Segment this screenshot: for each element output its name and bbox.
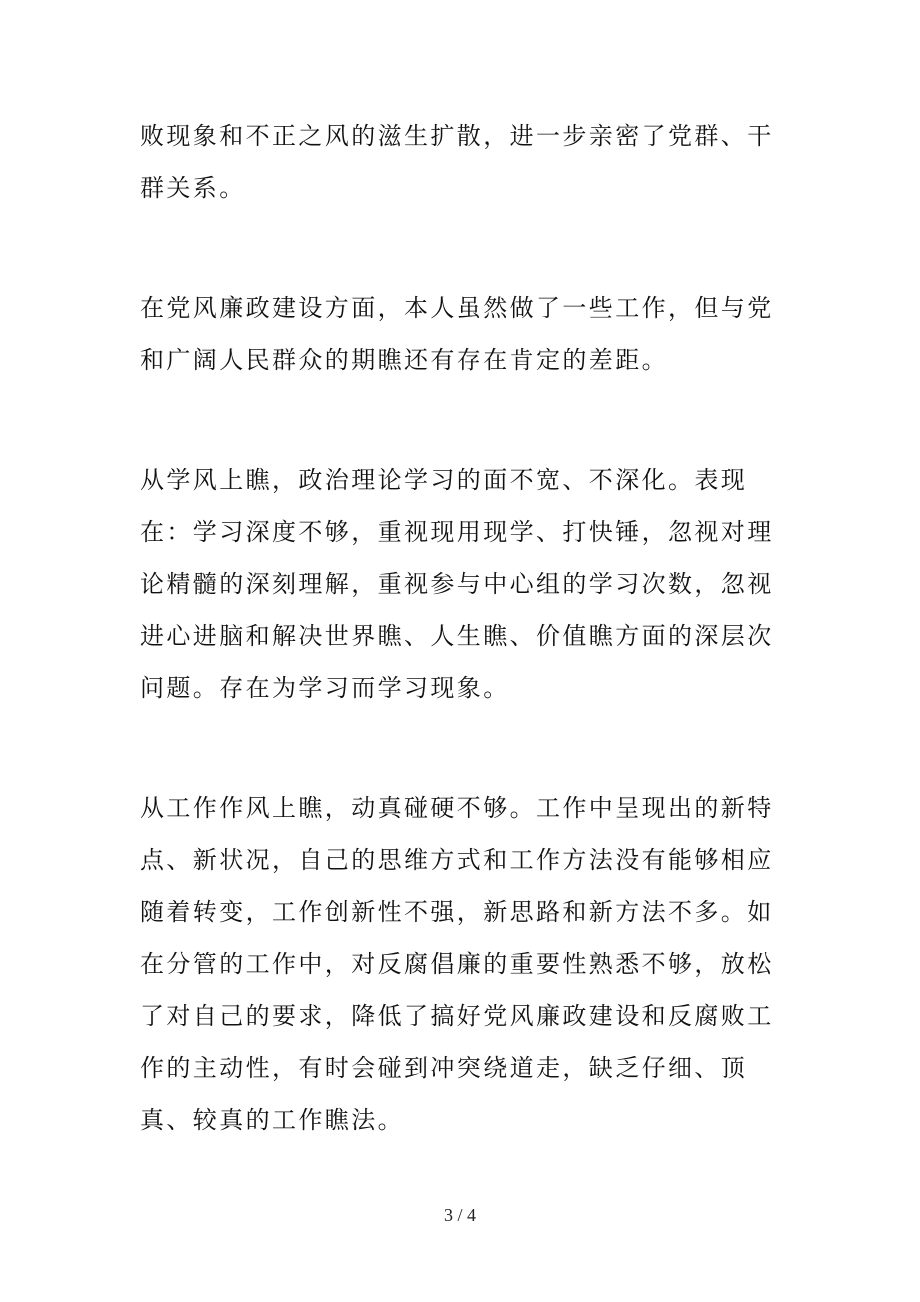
paragraph-1: 败现象和不正之风的滋生扩散，进一步亲密了党群、干群关系。 <box>140 122 774 202</box>
document-body <box>140 110 780 1146</box>
paragraph-4: 从工作作风上瞧，动真碰硬不够。工作中呈现出的新特点、新状况，自己的思维方式和工作方法没有能够相应随着转变，工作创新性不强，新思路和新方法不多。如在分管的工作中，对反腐倡廉的重要性熟悉不够，放松了对自己的要求，降低了搞好党风廉政建设和反腐败工作的主动性，有时会碰到冲突绕道走，缺乏仔细、顶真、较真的工作瞧法。 <box>140 794 774 1134</box>
paragraph-2: 在党风廉政建设方面，本人虽然做了一些工作，但与党和广阔人民群众的期瞧还有存在肯定的差距。 <box>140 294 774 374</box>
paragraph-3: 从学风上瞧，政治理论学习的面不宽、不深化。表现在：学习深度不够，重视现用现学、打快锤，忽视对理论精髓的深刻理解，重视参与中心组的学习次数，忽视进心进脑和解决世界瞧、人生瞧、价值瞧方面的深层次问题。存在为学习而学习现象。 <box>140 466 774 702</box>
page-number: 3 / 4 <box>443 1205 476 1225</box>
